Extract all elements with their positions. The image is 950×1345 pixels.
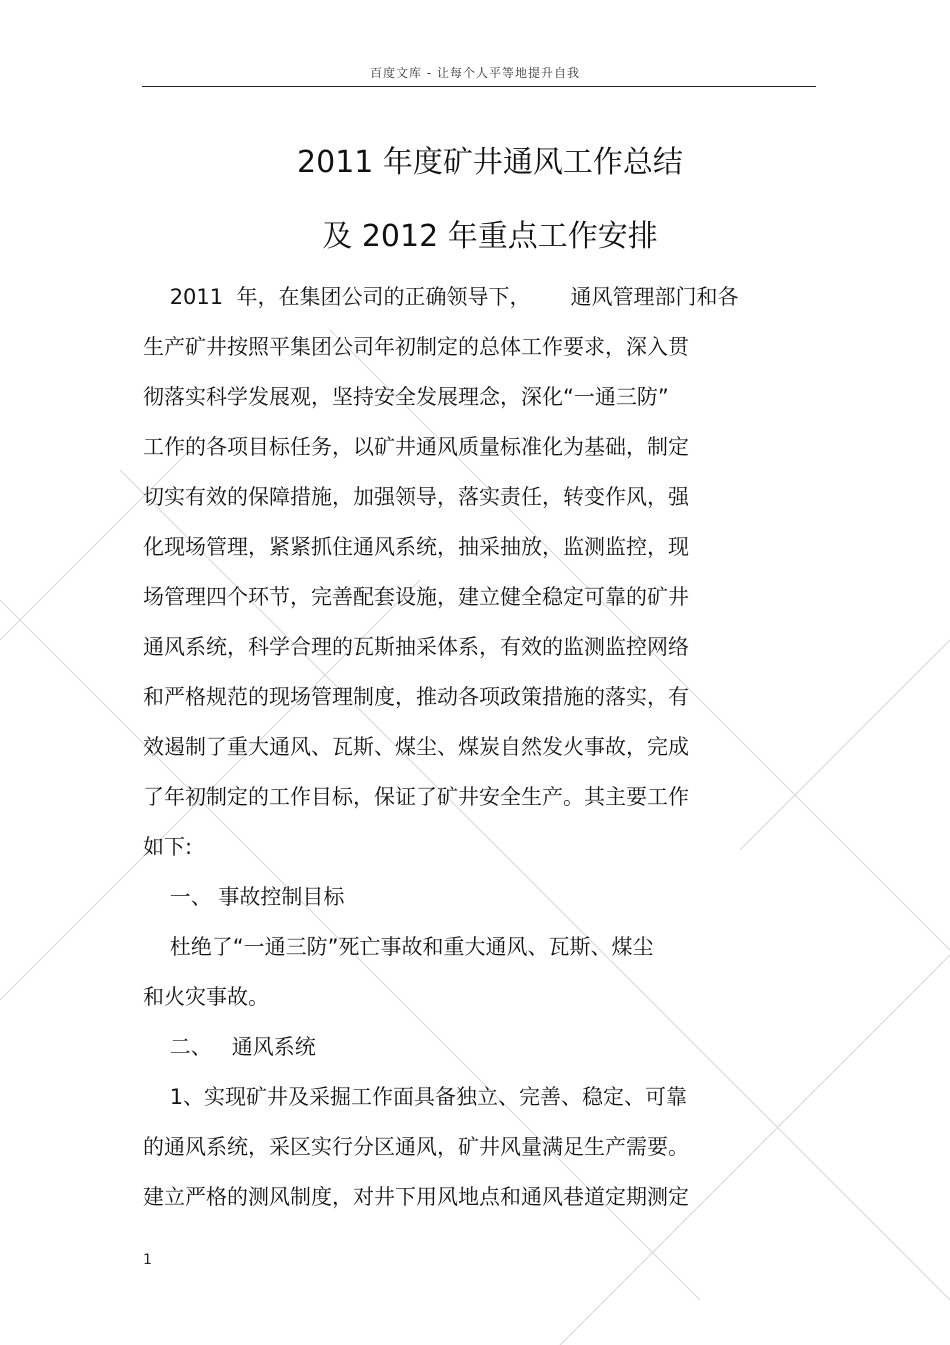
body-line: 场管理四个环节，完善配套设施，建立健全稳定可靠的矿井 [143, 585, 689, 609]
document-title-line-1: 2011 年度矿井通风工作总结 [297, 145, 683, 180]
header-divider [142, 86, 816, 87]
body-line: 工作的各项目标任务，以矿井通风质量标准化为基础，制定 [143, 435, 689, 459]
section-heading: 二、 通风系统 [143, 1035, 316, 1059]
body-line: 效遏制了重大通风、瓦斯、煤尘、煤炭自然发火事故，完成 [143, 735, 689, 759]
body-line: 2011 年，在集团公司的正确领导下， 通风管理部门和各 [143, 285, 739, 309]
section-heading: 一、 事故控制目标 [143, 885, 345, 909]
page-header: 百度文库 - 让每个人平等地提升自我 [370, 66, 580, 80]
body-line: 的通风系统，采区实行分区通风，矿井风量满足生产需要。 [143, 1135, 689, 1159]
body-line: 如下: [143, 835, 193, 859]
body-line: 化现场管理，紧紧抓住通风系统，抽采抽放，监测监控，现 [143, 535, 689, 559]
body-line: 和火灾事故。 [143, 985, 269, 1009]
body-line: 1、实现矿井及采掘工作面具备独立、完善、稳定、可靠 [143, 1085, 688, 1109]
document-title-line-2: 及 2012 年重点工作安排 [322, 219, 658, 254]
body-line: 彻落实科学发展观，坚持安全发展理念，深化“一通三防” [143, 385, 669, 409]
body-line: 切实有效的保障措施，加强领导，落实责任，转变作风，强 [143, 485, 689, 509]
body-line: 通风系统，科学合理的瓦斯抽采体系，有效的监测监控网络 [143, 635, 689, 659]
body-line: 杜绝了“一通三防”死亡事故和重大通风、瓦斯、煤尘 [143, 935, 654, 959]
body-line: 建立严格的测风制度，对井下用风地点和通风巷道定期测定 [143, 1185, 689, 1209]
body-line: 和严格规范的现场管理制度，推动各项政策措施的落实，有 [143, 685, 689, 709]
body-line: 生产矿井按照平集团公司年初制定的总体工作要求，深入贯 [143, 335, 689, 359]
page-number: 1 [143, 1252, 152, 1268]
body-line: 了年初制定的工作目标，保证了矿井安全生产。其主要工作 [143, 785, 689, 809]
